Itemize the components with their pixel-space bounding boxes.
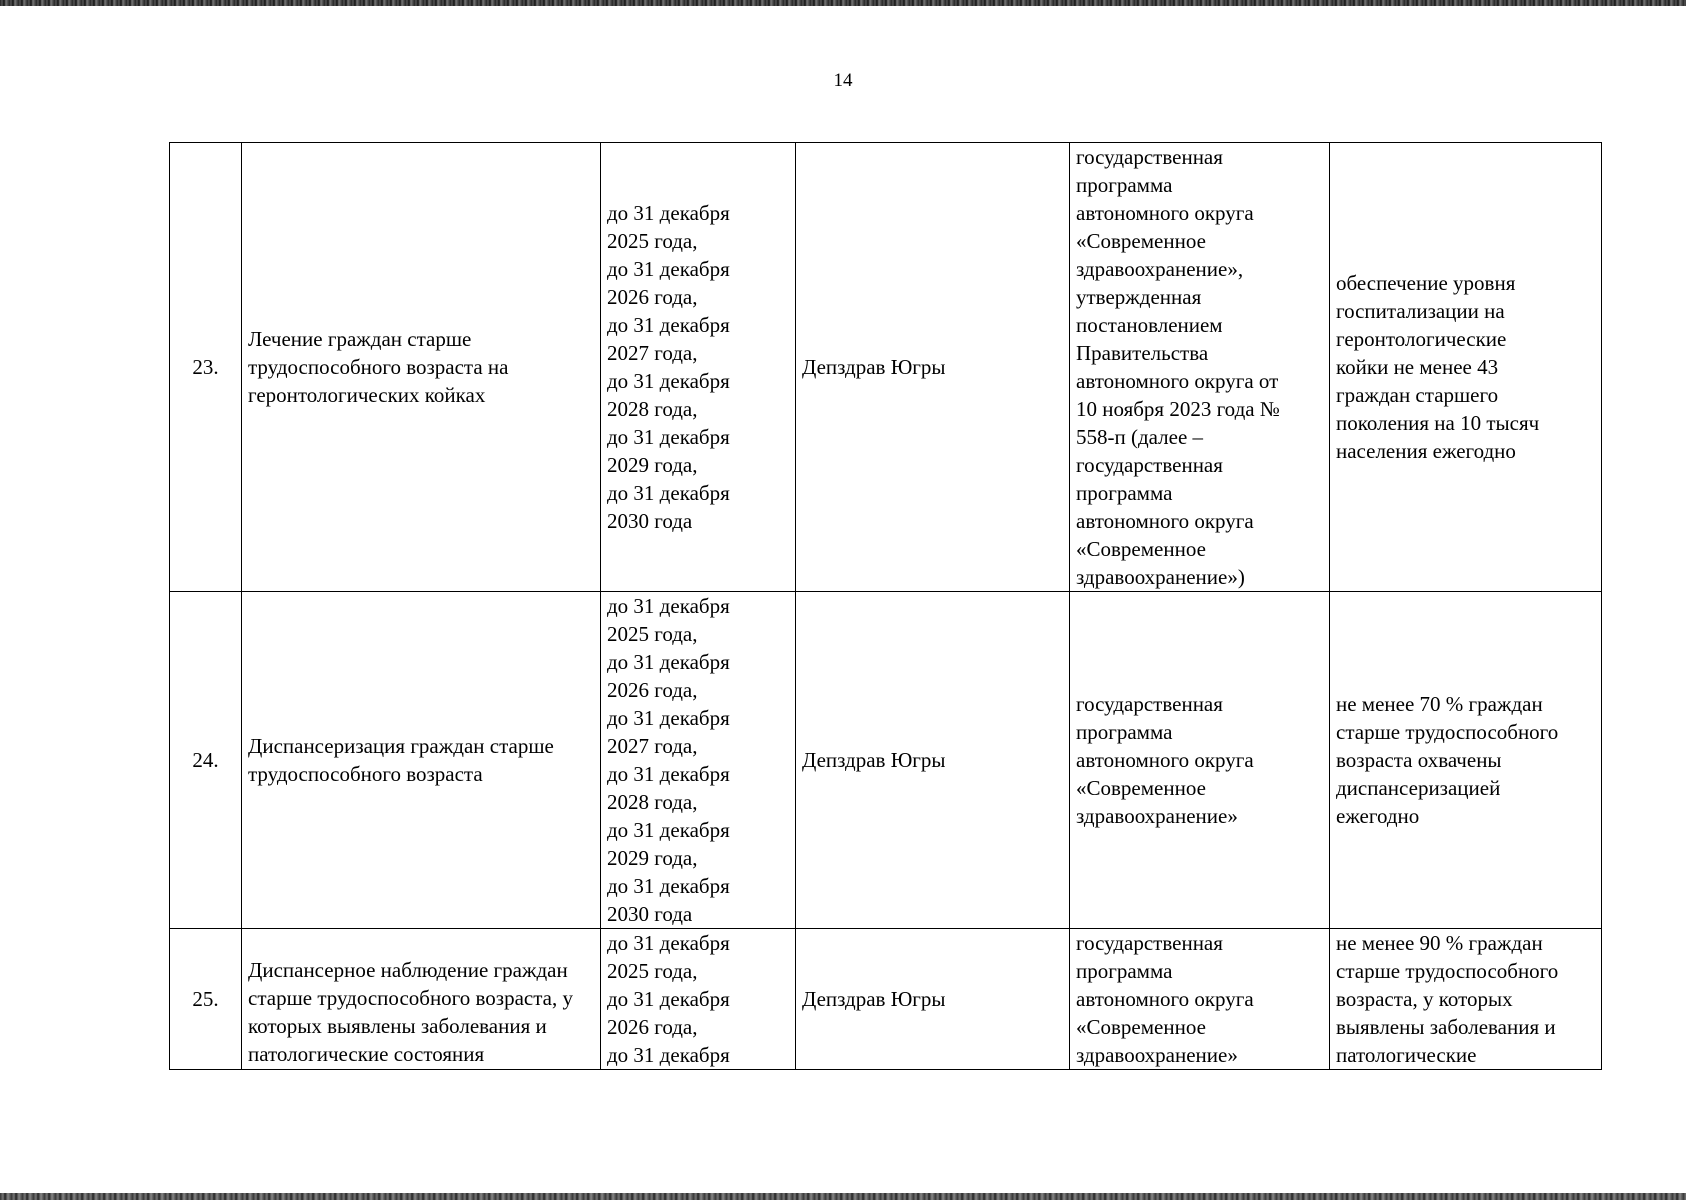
deadline-cell: до 31 декабря 2025 года, до 31 декабря 2026 года, до 31 декабря 2027 года, до 31 декабря 2028 года, до 31 декабря 2029 года, до 31 декабря 2030 года — [601, 143, 796, 592]
scan-edge-top — [0, 0, 1686, 6]
basis-cell: государственная программа автономного округа «Современное здравоохранение», утвержденная постановлением Правительства автономного округа от 10 ноября 2023 года № 558-п (далее – государственная программа автономного округа «Современное здравоохранение») — [1070, 143, 1330, 592]
basis-cell: государственная программа автономного округа «Современное здравоохранение» — [1070, 929, 1330, 1070]
scan-edge-bottom — [0, 1193, 1686, 1200]
result-cell: обеспечение уровня госпитализации на геронтологические койки не менее 43 граждан старшего поколения на 10 тысяч населения ежегодно — [1330, 143, 1602, 592]
result-cell: не менее 90 % граждан старше трудоспособного возраста, у которых выявлены заболевания и патологические — [1330, 929, 1602, 1070]
table-row — [170, 143, 1602, 592]
executor-cell: Депздрав Югры — [796, 143, 1070, 592]
table-row — [170, 592, 1602, 929]
row-number: 25. — [170, 929, 242, 1070]
table-row — [170, 929, 1602, 1070]
measure-title: Диспансеризация граждан старше трудоспособного возраста — [242, 592, 601, 929]
executor-cell: Депздрав Югры — [796, 929, 1070, 1070]
measures-table — [169, 142, 1602, 1070]
page-number: 14 — [833, 70, 853, 91]
basis-cell: государственная программа автономного округа «Современное здравоохранение» — [1070, 592, 1330, 929]
deadline-cell: до 31 декабря 2025 года, до 31 декабря 2026 года, до 31 декабря — [601, 929, 796, 1070]
result-cell: не менее 70 % граждан старше трудоспособного возраста охвачены диспансеризацией ежегодно — [1330, 592, 1602, 929]
measure-title — [242, 929, 601, 1070]
row-number: 24. — [170, 592, 242, 929]
row-number: 23. — [170, 143, 242, 592]
measure-title: Лечение граждан старше трудоспособного возраста на геронтологических койках — [242, 143, 601, 592]
measure-title-text: Диспансерное наблюдение граждан старше трудоспособного возраста, у которых выявлены заболевания и патологические состояния — [248, 957, 573, 1066]
deadline-cell: до 31 декабря 2025 года, до 31 декабря 2026 года, до 31 декабря 2027 года, до 31 декабря 2028 года, до 31 декабря 2029 года, до 31 декабря 2030 года — [601, 592, 796, 929]
executor-cell: Депздрав Югры — [796, 592, 1070, 929]
